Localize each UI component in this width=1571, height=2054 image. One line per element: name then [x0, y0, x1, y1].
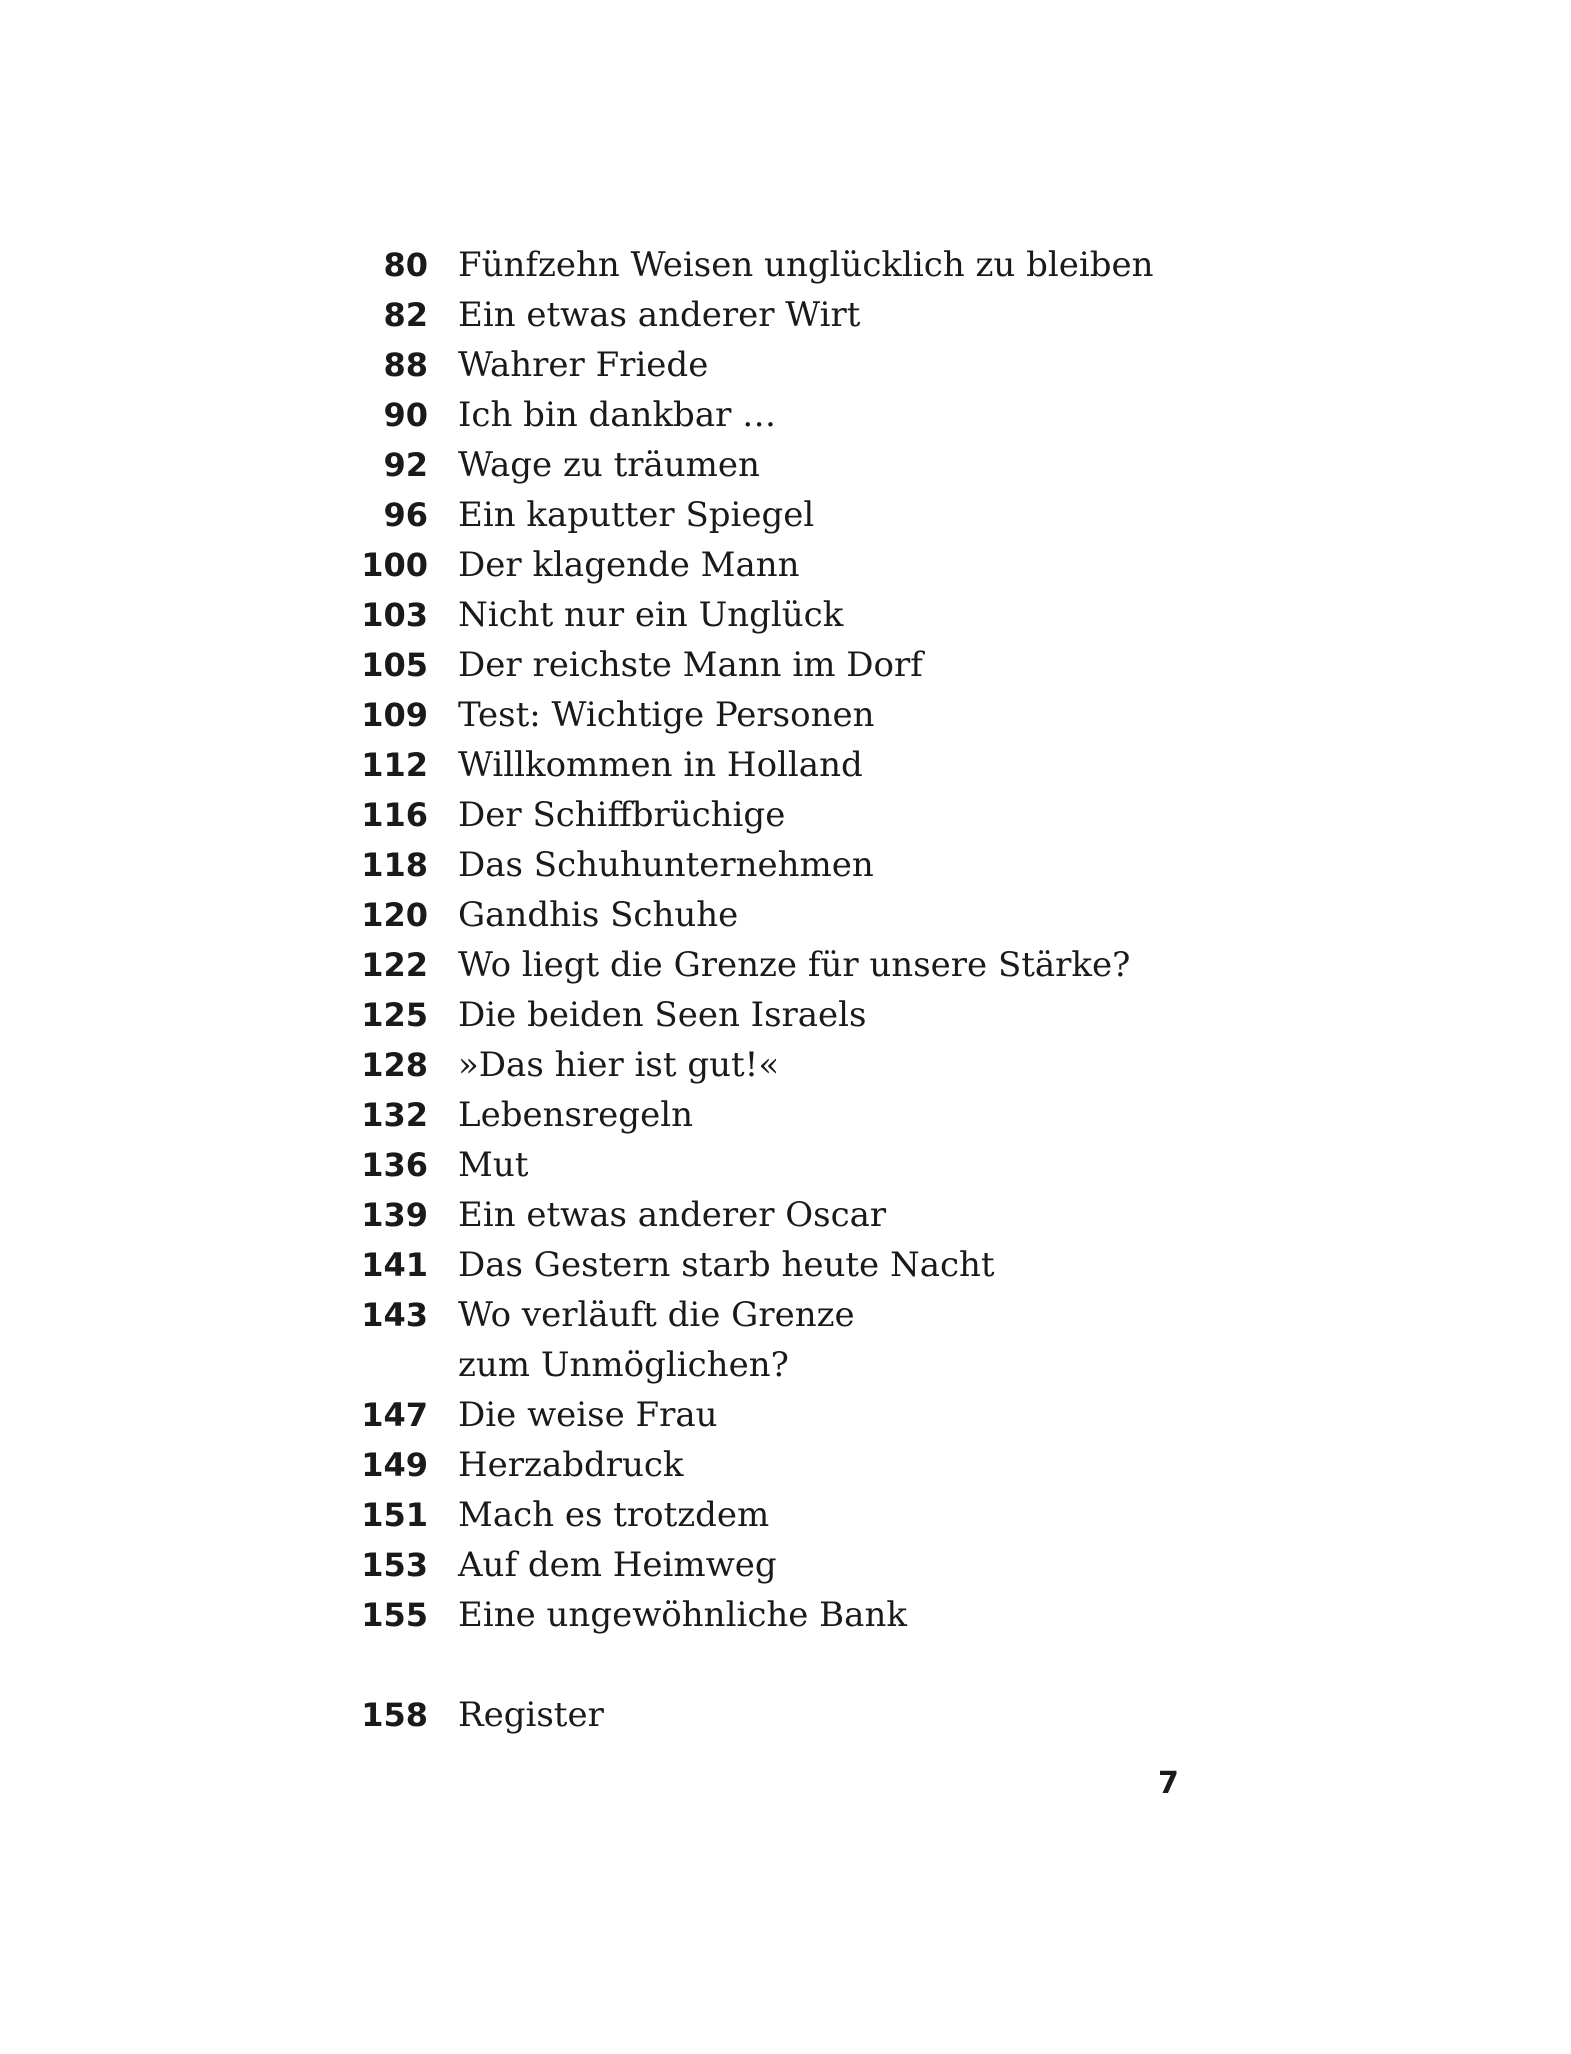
toc-entry[interactable]: [340, 1490, 1240, 1540]
toc-entry[interactable]: [340, 1390, 1240, 1440]
toc-page-number: 116: [361, 796, 428, 834]
toc-page-number: 105: [361, 646, 428, 684]
toc-title: »Das hier ist gut!«: [458, 1045, 780, 1085]
toc-page-number: 158: [361, 1696, 428, 1734]
toc-title: Der reichste Mann im Dorf: [458, 645, 923, 685]
toc-entry[interactable]: [340, 440, 1240, 490]
toc-entry[interactable]: [340, 1540, 1240, 1590]
toc-page-number: 125: [361, 996, 428, 1034]
toc-entry[interactable]: [340, 240, 1240, 290]
toc-title: Lebensregeln: [458, 1095, 693, 1135]
toc-page-number: 155: [361, 1596, 428, 1634]
table-of-contents: [340, 240, 1240, 1740]
folio-page-number: 7: [1158, 1766, 1179, 1801]
toc-entry[interactable]: [340, 990, 1240, 1040]
toc-entry[interactable]: [340, 340, 1240, 390]
toc-entry[interactable]: [340, 1440, 1240, 1490]
toc-title: Mut: [458, 1145, 529, 1185]
toc-page-number: 122: [361, 946, 428, 984]
toc-entry[interactable]: [340, 840, 1240, 890]
toc-title: Wage zu träumen: [458, 445, 760, 485]
toc-page-number: 153: [361, 1546, 428, 1584]
toc-page-number: 139: [361, 1196, 428, 1234]
toc-page-number: 80: [383, 246, 428, 284]
toc-page-number: 82: [383, 296, 428, 334]
toc-title: Die beiden Seen Israels: [458, 995, 867, 1035]
toc-entry[interactable]: [340, 290, 1240, 340]
toc-title: Das Gestern starb heute Nacht: [458, 1245, 995, 1285]
toc-entry[interactable]: [340, 740, 1240, 790]
toc-title: Wahrer Friede: [458, 345, 709, 385]
toc-entry[interactable]: [340, 940, 1240, 990]
toc-page-number: 128: [361, 1046, 428, 1084]
toc-entry[interactable]: [340, 790, 1240, 840]
toc-page-number: 103: [361, 596, 428, 634]
toc-entry[interactable]: [340, 490, 1240, 540]
toc-page-number: 100: [361, 546, 428, 584]
toc-entry[interactable]: [340, 540, 1240, 590]
toc-page-number: 143: [361, 1296, 428, 1334]
toc-page-number: 96: [383, 496, 428, 534]
toc-title: Ein etwas anderer Oscar: [458, 1195, 887, 1235]
toc-title: Der klagende Mann: [458, 545, 800, 585]
toc-title: Willkommen in Holland: [458, 745, 863, 785]
toc-title: Test: Wichtige Personen: [458, 695, 875, 735]
toc-page-number: 112: [361, 746, 428, 784]
toc-title: Wo verläuft die Grenze zum Unmöglichen?: [458, 1295, 855, 1385]
toc-title: Auf dem Heimweg: [458, 1545, 777, 1585]
toc-entry[interactable]: [340, 590, 1240, 640]
toc-page-number: 136: [361, 1146, 428, 1184]
toc-page-number: 147: [361, 1396, 428, 1434]
toc-page-number: 132: [361, 1096, 428, 1134]
toc-title: Das Schuhunternehmen: [458, 845, 874, 885]
toc-entry[interactable]: [340, 640, 1240, 690]
toc-title: Die weise Frau: [458, 1395, 718, 1435]
toc-title: Mach es trotzdem: [458, 1495, 770, 1535]
toc-page-number: 109: [361, 696, 428, 734]
toc-entry-register[interactable]: [340, 1690, 1240, 1740]
toc-entry[interactable]: [340, 690, 1240, 740]
toc-entry[interactable]: [340, 1090, 1240, 1140]
toc-title: Ich bin dankbar …: [458, 395, 777, 435]
toc-entry[interactable]: [340, 1140, 1240, 1190]
toc-page-number: 88: [383, 346, 428, 384]
toc-title: Wo liegt die Grenze für unsere Stärke?: [458, 945, 1131, 985]
toc-page-number: 90: [383, 396, 428, 434]
toc-page-number: 149: [361, 1446, 428, 1484]
toc-title: Ein kaputter Spiegel: [458, 495, 815, 535]
toc-entry[interactable]: [340, 890, 1240, 940]
toc-entry[interactable]: [340, 390, 1240, 440]
toc-title: Der Schiffbrüchige: [458, 795, 786, 835]
toc-entry[interactable]: [340, 1590, 1240, 1640]
toc-entry[interactable]: [340, 1290, 1240, 1390]
toc-page-number: 118: [361, 846, 428, 884]
toc-page-number: 92: [383, 446, 428, 484]
toc-entry[interactable]: [340, 1240, 1240, 1290]
toc-page-number: 120: [361, 896, 428, 934]
toc-entry[interactable]: [340, 1190, 1240, 1240]
toc-page-number: 141: [361, 1246, 428, 1284]
toc-title: Gandhis Schuhe: [458, 895, 739, 935]
toc-title: Eine ungewöhnliche Bank: [458, 1595, 907, 1635]
toc-page-number: 151: [361, 1496, 428, 1534]
section-spacer: [340, 1640, 1240, 1690]
toc-title: Herzabdruck: [458, 1445, 684, 1485]
toc-title: Register: [458, 1695, 604, 1735]
toc-entry[interactable]: [340, 1040, 1240, 1090]
toc-title: Fünfzehn Weisen unglücklich zu bleiben: [458, 245, 1154, 285]
toc-title: Nicht nur ein Unglück: [458, 595, 844, 635]
toc-title: Ein etwas anderer Wirt: [458, 295, 861, 335]
